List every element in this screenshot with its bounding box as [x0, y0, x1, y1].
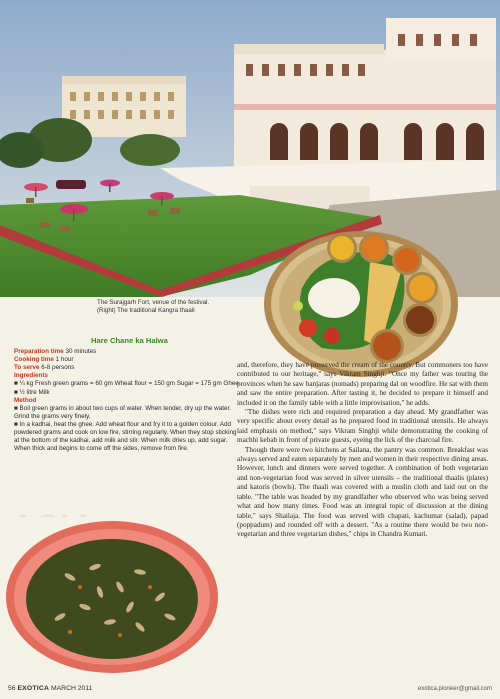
cook-value: 1 hour: [55, 356, 74, 364]
caption-line-1: The Surajgarh Fort, venue of the festival.: [97, 299, 210, 306]
recipe-box: [14, 337, 240, 453]
serve-value: 6-8 persons: [41, 364, 75, 372]
ingredients-heading: Ingredients: [14, 372, 48, 380]
contact-email: exotica.pioneer@gmail.com: [417, 686, 492, 692]
thali-photo: [262, 228, 460, 378]
prep-time: [14, 348, 240, 356]
page-footer: [8, 685, 492, 697]
ingredient-line-1: ■ ¼ kg Fresh green grams = 60 gm Wheat flour = 150 gm Sugar = 175 gm Ghee: [14, 380, 239, 388]
serve-label: To serve: [14, 364, 40, 372]
ingredient-line-2: ■ ½ litre Milk: [14, 388, 50, 396]
article-paragraph: and, therefore, they have preserved the cream of the country. But commoners too have contributed to our heritage," says Vikram Singhji. "Once my father was touring the provinces when he saw banjaras (nomads) preparing dal on woodfire. He sat with them and saw the entire preparation. After tasting it, he decided to prepare it himself and included it on the family table with a little improvisation," he adds.: [237, 361, 488, 407]
magazine-name: EXOTICA: [17, 685, 50, 692]
recipe-title: Hare Chane ka Halwa: [91, 336, 168, 345]
serves: [14, 364, 240, 372]
page-number: 56: [8, 685, 16, 692]
prep-value: 30 minutes: [65, 348, 97, 356]
cook-label: Cooking time: [14, 356, 54, 364]
article-body: [237, 361, 488, 540]
prep-label: Preparation time: [14, 348, 64, 356]
halwa-bowl-photo: [0, 517, 230, 682]
method-heading: Method: [14, 396, 37, 404]
method-step-1: ■ Boil green grams in about two cups of water. When tender, dry up the water. Grind the grams very finely.: [14, 404, 231, 420]
cook-time: [14, 356, 240, 364]
article-paragraph: "The dishes were rich and required preparation a day ahead. My grandfather was very specific about every detail as he prepared food in traditional utensils. He always laid emphasis on method," says Vikram Singhji while demonstrating the cooking of machhi kebab in front of private guests, eyeing the lick of the charcoal fire.: [237, 408, 488, 445]
article-paragraph: Though there were two kitchens at Sailana, the pantry was common. Breakfast was always served and eaten separately by men and women in their respective dining areas. However, lunch and dinners were served together. A combination of both vegetarian and non-vegetarian food was served in silver utensils – the traditional thaalis (plates) and katoris (bowls). The thaali was covered with a muslin cloth and laid out on the table. "The table was headed by my grandfather who observed who was being served what and how many times. Food was an integral topic of discussion at the dining table," says Shailaja. The food was served with chapati, kachumar (salad), papad (poppadum) and rounded off with a dessert. "As a routine there would be two non-vegetarian and three vegetarian dishes," chips in Chandra Kumari.: [237, 445, 488, 539]
method-step-2: ■ In a kadhai, heat the ghee. Add wheat flour and fry it to a golden colour. Add powdered grams and cook on low fire, stirring regularly. When they stop sticking at the bottom of the kadhai, add milk and stir. When milk dries up, add sugar. When thick and begins to come off the sides, remove from fire.: [14, 420, 237, 453]
photo-caption: [97, 299, 277, 315]
issue-date: MARCH 2011: [50, 685, 93, 692]
caption-line-2: (Right) The traditional Kangra thaali: [97, 307, 195, 314]
